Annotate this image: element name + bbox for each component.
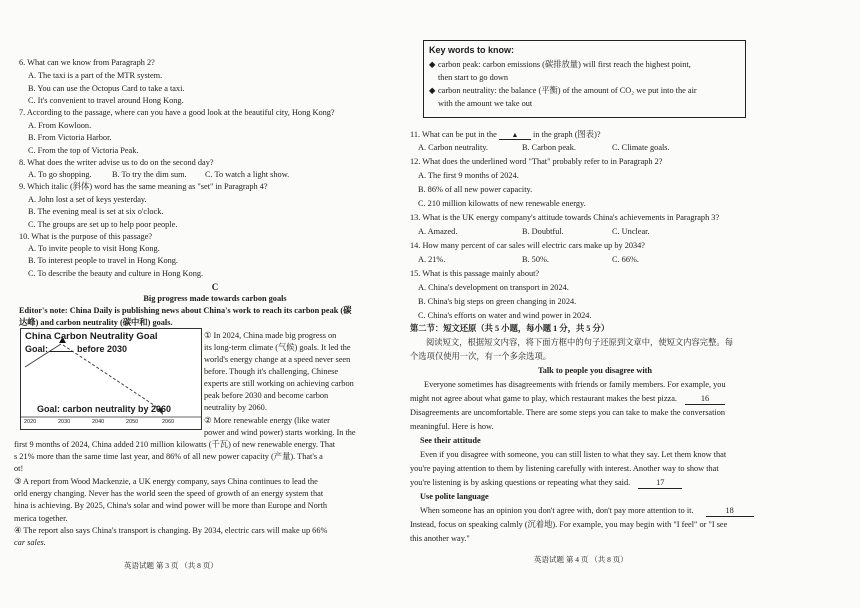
bullet-diamond-icon: ◆ xyxy=(429,86,436,95)
section-2-instructions-cont: 个选项仅使用一次，有一个多余选项。 xyxy=(410,352,552,361)
section-letter: C xyxy=(211,282,219,292)
blank-17: 17 xyxy=(638,478,682,489)
paragraph-3-line: hina is achieving. By 2025, China's solar and wind power will be more than Europe and North xyxy=(14,501,328,510)
passage-2-line: meaningful. Here is how. xyxy=(410,422,494,431)
q12-option-a: A. The first 9 months of 2024. xyxy=(418,171,519,180)
q11-option-b: B. Carbon peak. xyxy=(522,143,576,152)
graph-blank-line xyxy=(49,351,73,352)
key-word-carbon-neutrality: carbon neutrality: the balance (平衡) of the amount of CO₂ we put into the air xyxy=(438,86,697,95)
passage-2-line: you're paying attention to them by listening carefully with interest. Another way to show that xyxy=(410,464,719,473)
passage-2-line: Instead, focus on speaking calmly (沉着地). For example, you may begin with "I feel" or "I see xyxy=(410,520,728,529)
q11-text-start: 11. What can be put in the xyxy=(410,130,497,139)
paragraph-3-line: merica together. xyxy=(14,514,68,523)
right-page xyxy=(410,0,860,608)
passage-2-line: Even if you disagree with someone, you can still listen to what they say. Let them know that xyxy=(420,450,727,459)
paragraph-4-line: car sales. xyxy=(14,538,46,547)
q11-blank-triangle-icon: ▲ xyxy=(499,131,531,140)
subheading-see-attitude: See their attitude xyxy=(420,436,481,445)
q6-option-a: A. The taxi is a part of the MTR system. xyxy=(28,71,163,80)
passage-2-line: this another way." xyxy=(410,534,470,543)
question-14: 14. How many percent of car sales will electric cars make up by 2034? xyxy=(410,241,645,250)
editor-note-line-1: Editor's note: China Daily is publishing news about China's work to reach its carbon peak (碳 xyxy=(19,306,352,315)
key-word-carbon-peak: carbon peak: carbon emissions (碳排放量) will first reach the highest point, xyxy=(438,60,691,69)
passage-2-text: When someone has an opinion you don't agree with, don't pay more attention to it. xyxy=(420,506,694,515)
paragraph-1-line: world's energy change at a speed never seen xyxy=(204,355,351,364)
q14-option-a: A. 21%. xyxy=(418,255,446,264)
paragraph-1-line: before. Though it's challenging, Chinese xyxy=(204,367,339,376)
page-footer-right: 英语试题 第 4 页 （共 8 页） xyxy=(534,555,628,564)
passage-2-line xyxy=(410,478,682,489)
question-13: 13. What is the UK energy company's attitude towards China's achievements in Paragraph 3? xyxy=(410,213,720,222)
question-8: 8. What does the writer advise us to do on the second day? xyxy=(19,158,214,167)
q15-option-b: B. China's big steps on green changing in 2024. xyxy=(418,297,577,306)
q9-option-a: A. John lost a set of keys yesterday. xyxy=(28,195,147,204)
paragraph-4-line: ④ The report also says China's transport is changing. By 2034, electric cars will make up 66% xyxy=(14,526,328,535)
bullet-diamond-icon: ◆ xyxy=(429,60,436,69)
q7-option-b: B. From Victoria Harbor. xyxy=(28,133,112,142)
graph-year: 2020 xyxy=(24,419,37,425)
q10-option-a: A. To invite people to visit Hong Kong. xyxy=(28,244,160,253)
blank-18: 18 xyxy=(706,506,754,517)
passage-2-text: you're listening is by asking questions or repeating what they said. xyxy=(410,478,631,487)
passage-title: Big progress made towards carbon goals xyxy=(143,294,287,303)
q15-option-c: C. China's efforts on water and wind power in 2024. xyxy=(418,311,592,320)
paragraph-1-line: ① In 2024, China made big progress on xyxy=(204,331,337,340)
q7-option-c: C. From the top of Victoria Peak. xyxy=(28,146,139,155)
q8-option-b: B. To try the dim sum. xyxy=(112,170,187,179)
q12-option-c: C. 210 million kilowatts of new renewable energy. xyxy=(418,199,586,208)
key-word-carbon-peak-cont: then start to go down xyxy=(438,73,509,82)
q11-option-c: C. Climate goals. xyxy=(612,143,670,152)
q14-option-b: B. 50%. xyxy=(522,255,549,264)
graph-year: 2030 xyxy=(58,419,71,425)
passage-2-line xyxy=(420,506,754,517)
graph-year: 2060 xyxy=(162,419,175,425)
q7-option-a: A. From Kowloon. xyxy=(28,121,92,130)
question-12: 12. What does the underlined word "That" probably refer to in Paragraph 2? xyxy=(410,157,663,166)
paragraph-2-line: s 21% more than the same time last year, and 86% of all new power capacity (产量). That's a xyxy=(14,452,323,461)
q11-option-a: A. Carbon neutrality. xyxy=(418,143,488,152)
q8-option-c: C. To watch a light show. xyxy=(205,170,290,179)
paragraph-2-line: ot! xyxy=(14,464,24,473)
editor-note-line-2: 达峰) and carbon neutrality (碳中和) goals. xyxy=(19,318,173,327)
q6-option-b: B. You can use the Octopus Card to take a taxi. xyxy=(28,84,185,93)
paragraph-1-line: neutrality by 2060. xyxy=(204,403,267,412)
section-2-instructions: 阅读短文，根据短文内容，将下面方框中的句子还原到文章中，使短文内容完整。每 xyxy=(426,338,733,347)
key-word-carbon-neutrality-cont: with the amount we take out xyxy=(438,99,533,108)
question-9: 9. Which italic (斜体) word has the same meaning as "set" in Paragraph 4? xyxy=(19,182,268,191)
subheading-polite-language: Use polite language xyxy=(420,492,489,501)
paragraph-3-line: orld energy changing. Never has the world seen the speed of growth of an energy system that xyxy=(14,489,324,498)
q13-option-c: C. Unclear. xyxy=(612,227,650,236)
graph-goal-before: before 2030 xyxy=(77,344,128,354)
q8-option-a: A. To go shopping. xyxy=(28,170,92,179)
q14-option-c: C. 66%. xyxy=(612,255,639,264)
paragraph-2-line: power and wind power) starts working. In the xyxy=(204,428,356,437)
paragraph-2-line: ② More renewable energy (like water xyxy=(204,416,330,425)
paragraph-1-line: experts are still working on achieving carbon xyxy=(204,379,354,388)
q11-text-end: in the graph (图表)? xyxy=(533,130,601,139)
paragraph-1-line: peak before 2030 and become carbon xyxy=(204,391,329,400)
graph-year: 2050 xyxy=(126,419,139,425)
q9-option-c: C. The groups are set up to help poor people. xyxy=(28,220,178,229)
question-6: 6. What can we know from Paragraph 2? xyxy=(19,58,155,67)
graph-year: 2040 xyxy=(92,419,105,425)
passage-2-title: Talk to people you disagree with xyxy=(537,366,653,375)
q9-option-b: B. The evening meal is set at six o'clock. xyxy=(28,207,164,216)
section-2-heading: 第二节：短文还原（共 5 小题，每小题 1 分，共 5 分） xyxy=(410,324,610,333)
q10-option-c: C. To describe the beauty and culture in Hong Kong. xyxy=(28,269,204,278)
graph-fall-line xyxy=(63,345,163,411)
graph-title: China Carbon Neutrality Goal xyxy=(25,331,158,342)
question-10: 10. What is the purpose of this passage? xyxy=(19,232,153,241)
graph-goal-2060: Goal: carbon neutrality by 2060 xyxy=(37,404,172,414)
q15-option-a: A. China's development on transport in 2024. xyxy=(418,283,569,292)
q13-option-a: A. Amazed. xyxy=(418,227,458,236)
page-footer-left: 英语试题 第 3 页 （共 8 页） xyxy=(124,561,218,570)
paragraph-3-line: ③ A report from Wood Mackenzie, a UK energy company, says China continues to lead the xyxy=(14,477,318,486)
graph-goal-label: Goal: xyxy=(25,344,49,354)
passage-2-line: Everyone sometimes has disagreements with friends or family members. For example, you xyxy=(424,380,726,389)
blank-16: 16 xyxy=(685,394,725,405)
q6-option-c: C. It's convenient to travel around Hong Kong. xyxy=(28,96,184,105)
carbon-goal-graph xyxy=(20,328,202,430)
q10-option-b: B. To interest people to travel in Hong Kong. xyxy=(28,256,178,265)
passage-2-line: Disagreements are uncomfortable. There are some steps you can take to make the conversation xyxy=(410,408,726,417)
paragraph-2-line: first 9 months of 2024, China added 210 million kilowatts (千瓦) of new renewable energy. That xyxy=(14,440,336,449)
paragraph-1-line: its long-term climate (气候) goals. It led the xyxy=(204,343,351,352)
passage-2-line xyxy=(410,394,725,405)
question-11 xyxy=(410,130,601,140)
q12-option-b: B. 86% of all new power capacity. xyxy=(418,185,533,194)
q13-option-b: B. Doubtful. xyxy=(522,227,564,236)
passage-2-text: might not agree about what game to play, which restaurant makes the best pizza. xyxy=(410,394,677,403)
key-words-title: Key words to know: xyxy=(429,45,515,55)
question-15: 15. What is this passage mainly about? xyxy=(410,269,540,278)
question-7: 7. According to the passage, where can you have a good look at the beautiful city, Hong Kong? xyxy=(19,108,335,117)
